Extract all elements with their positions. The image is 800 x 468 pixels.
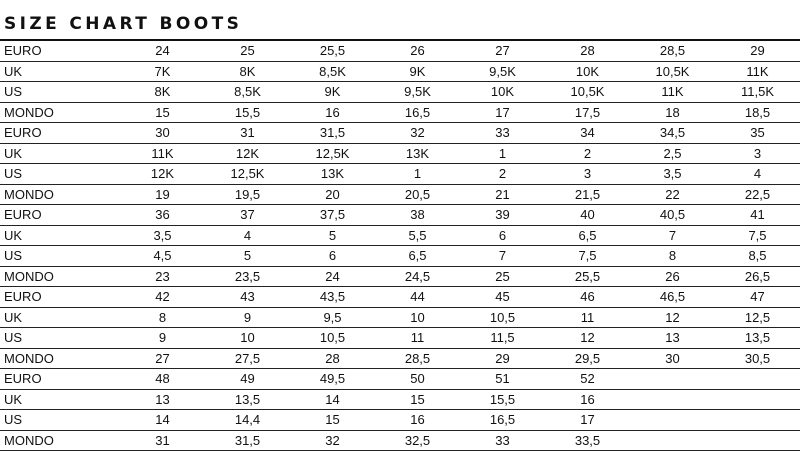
size-cell: 8,5 (715, 246, 800, 267)
size-cell: 7,5 (545, 246, 630, 267)
size-cell: 40,5 (630, 205, 715, 226)
size-cell: 29 (715, 41, 800, 61)
size-cell: 31 (120, 430, 205, 451)
row-label: MONDO (0, 430, 120, 451)
size-cell: 49,5 (290, 369, 375, 390)
row-label: US (0, 246, 120, 267)
size-cell: 16,5 (460, 410, 545, 431)
size-cell: 17 (545, 410, 630, 431)
table-row (0, 266, 800, 287)
size-cell: 24,5 (375, 266, 460, 287)
size-cell: 1 (460, 143, 545, 164)
row-label: US (0, 410, 120, 431)
size-cell: 22,5 (715, 184, 800, 205)
size-cell: 6 (460, 225, 545, 246)
size-cell (630, 410, 715, 431)
table-row (0, 82, 800, 103)
size-cell: 28,5 (630, 41, 715, 61)
size-cell: 51 (460, 369, 545, 390)
size-cell: 34 (545, 123, 630, 144)
table-row (0, 369, 800, 390)
size-cell: 42 (120, 287, 205, 308)
size-cell: 8,5K (205, 82, 290, 103)
size-cell: 19,5 (205, 184, 290, 205)
table-row (0, 430, 800, 451)
size-cell: 15 (375, 389, 460, 410)
size-cell: 7 (630, 225, 715, 246)
table-row (0, 410, 800, 431)
size-cell: 2 (545, 143, 630, 164)
size-cell: 12,5K (290, 143, 375, 164)
size-cell: 23,5 (205, 266, 290, 287)
size-cell: 11K (630, 82, 715, 103)
size-cell: 10,5K (545, 82, 630, 103)
size-cell: 7,5 (715, 225, 800, 246)
size-cell: 49 (205, 369, 290, 390)
size-chart-table (0, 41, 800, 451)
size-cell: 5 (290, 225, 375, 246)
size-cell: 31 (205, 123, 290, 144)
size-cell (715, 369, 800, 390)
size-cell: 27,5 (205, 348, 290, 369)
size-cell: 43 (205, 287, 290, 308)
size-cell: 32 (290, 430, 375, 451)
size-cell: 12,5K (205, 164, 290, 185)
size-cell: 44 (375, 287, 460, 308)
size-cell: 10K (460, 82, 545, 103)
size-cell: 16 (545, 389, 630, 410)
size-cell: 12,5 (715, 307, 800, 328)
size-cell: 48 (120, 369, 205, 390)
size-cell: 8 (120, 307, 205, 328)
row-label: US (0, 328, 120, 349)
size-cell: 9K (290, 82, 375, 103)
size-cell: 19 (120, 184, 205, 205)
size-cell: 26,5 (715, 266, 800, 287)
size-chart-body (0, 41, 800, 451)
size-cell: 29,5 (545, 348, 630, 369)
size-cell: 10K (545, 61, 630, 82)
row-label: UK (0, 307, 120, 328)
size-cell: 26 (375, 41, 460, 61)
size-cell: 17,5 (545, 102, 630, 123)
size-cell: 4,5 (120, 246, 205, 267)
size-cell: 26 (630, 266, 715, 287)
size-cell: 9,5K (375, 82, 460, 103)
size-cell: 46 (545, 287, 630, 308)
table-row (0, 164, 800, 185)
size-cell: 3 (715, 143, 800, 164)
size-cell: 17 (460, 102, 545, 123)
size-cell: 15 (290, 410, 375, 431)
size-cell: 11K (715, 61, 800, 82)
size-cell (630, 430, 715, 451)
table-row (0, 225, 800, 246)
row-label: MONDO (0, 266, 120, 287)
size-cell: 13K (375, 143, 460, 164)
row-label: EURO (0, 41, 120, 61)
table-row (0, 348, 800, 369)
size-cell: 12 (545, 328, 630, 349)
size-cell: 3,5 (120, 225, 205, 246)
size-cell: 33 (460, 430, 545, 451)
size-cell: 37 (205, 205, 290, 226)
table-row (0, 184, 800, 205)
size-cell: 13 (630, 328, 715, 349)
size-cell: 30 (120, 123, 205, 144)
size-cell: 11 (545, 307, 630, 328)
page-title: SIZE CHART BOOTS (4, 14, 243, 34)
row-label: EURO (0, 123, 120, 144)
table-row (0, 123, 800, 144)
size-cell: 5 (205, 246, 290, 267)
size-cell (630, 369, 715, 390)
size-cell: 35 (715, 123, 800, 144)
size-cell: 3 (545, 164, 630, 185)
size-cell (715, 430, 800, 451)
size-cell: 10 (205, 328, 290, 349)
size-cell: 9,5K (460, 61, 545, 82)
size-cell: 36 (120, 205, 205, 226)
size-cell: 18 (630, 102, 715, 123)
size-cell (715, 389, 800, 410)
size-cell: 30 (630, 348, 715, 369)
row-label: UK (0, 389, 120, 410)
size-cell: 12K (120, 164, 205, 185)
size-cell: 23 (120, 266, 205, 287)
size-cell: 6 (290, 246, 375, 267)
row-label: US (0, 82, 120, 103)
size-cell: 13 (120, 389, 205, 410)
size-cell: 45 (460, 287, 545, 308)
size-cell: 15 (120, 102, 205, 123)
size-cell: 25 (205, 41, 290, 61)
row-label: EURO (0, 287, 120, 308)
size-cell: 21 (460, 184, 545, 205)
size-cell: 9K (375, 61, 460, 82)
row-label: UK (0, 61, 120, 82)
size-cell: 20 (290, 184, 375, 205)
size-cell: 11,5 (460, 328, 545, 349)
table-row (0, 246, 800, 267)
size-cell: 25 (460, 266, 545, 287)
size-cell: 43,5 (290, 287, 375, 308)
size-cell: 11,5K (715, 82, 800, 103)
size-cell: 14 (120, 410, 205, 431)
size-cell: 31,5 (205, 430, 290, 451)
size-cell: 25,5 (545, 266, 630, 287)
size-cell: 28 (545, 41, 630, 61)
size-cell: 32 (375, 123, 460, 144)
size-cell: 21,5 (545, 184, 630, 205)
size-cell: 33,5 (545, 430, 630, 451)
size-cell: 15,5 (205, 102, 290, 123)
size-cell: 28,5 (375, 348, 460, 369)
size-cell: 20,5 (375, 184, 460, 205)
size-cell: 10,5 (460, 307, 545, 328)
size-cell: 4 (205, 225, 290, 246)
size-cell: 34,5 (630, 123, 715, 144)
table-row (0, 328, 800, 349)
size-cell: 24 (120, 41, 205, 61)
row-label: MONDO (0, 102, 120, 123)
size-cell: 16,5 (375, 102, 460, 123)
row-label: EURO (0, 205, 120, 226)
size-cell: 11 (375, 328, 460, 349)
table-row (0, 102, 800, 123)
size-cell: 41 (715, 205, 800, 226)
size-cell: 46,5 (630, 287, 715, 308)
size-cell: 8 (630, 246, 715, 267)
size-cell (630, 389, 715, 410)
size-cell: 50 (375, 369, 460, 390)
size-cell (715, 410, 800, 431)
size-cell: 10,5K (630, 61, 715, 82)
size-cell: 1 (375, 164, 460, 185)
size-cell: 33 (460, 123, 545, 144)
size-cell: 28 (290, 348, 375, 369)
size-cell: 11K (120, 143, 205, 164)
size-cell: 12 (630, 307, 715, 328)
size-cell: 3,5 (630, 164, 715, 185)
size-cell: 16 (375, 410, 460, 431)
size-cell: 12K (205, 143, 290, 164)
table-row (0, 61, 800, 82)
size-cell: 52 (545, 369, 630, 390)
size-cell: 9 (205, 307, 290, 328)
size-cell: 13K (290, 164, 375, 185)
row-label: US (0, 164, 120, 185)
size-cell: 13,5 (205, 389, 290, 410)
table-row (0, 389, 800, 410)
size-cell: 4 (715, 164, 800, 185)
table-row (0, 307, 800, 328)
size-cell: 5,5 (375, 225, 460, 246)
size-cell: 14,4 (205, 410, 290, 431)
size-cell: 8K (205, 61, 290, 82)
size-cell: 10 (375, 307, 460, 328)
size-cell: 9 (120, 328, 205, 349)
size-cell: 38 (375, 205, 460, 226)
row-label: MONDO (0, 184, 120, 205)
size-cell: 6,5 (545, 225, 630, 246)
size-cell: 22 (630, 184, 715, 205)
size-cell: 37,5 (290, 205, 375, 226)
row-label: UK (0, 143, 120, 164)
row-label: UK (0, 225, 120, 246)
size-cell: 25,5 (290, 41, 375, 61)
size-cell: 16 (290, 102, 375, 123)
size-cell: 9,5 (290, 307, 375, 328)
size-cell: 2 (460, 164, 545, 185)
size-cell: 40 (545, 205, 630, 226)
size-cell: 18,5 (715, 102, 800, 123)
size-cell: 2,5 (630, 143, 715, 164)
size-cell: 30,5 (715, 348, 800, 369)
size-cell: 31,5 (290, 123, 375, 144)
size-cell: 8K (120, 82, 205, 103)
row-label: MONDO (0, 348, 120, 369)
table-row (0, 143, 800, 164)
size-cell: 24 (290, 266, 375, 287)
size-cell: 13,5 (715, 328, 800, 349)
row-label: EURO (0, 369, 120, 390)
size-cell: 6,5 (375, 246, 460, 267)
size-cell: 27 (120, 348, 205, 369)
size-cell: 10,5 (290, 328, 375, 349)
size-cell: 32,5 (375, 430, 460, 451)
size-cell: 29 (460, 348, 545, 369)
table-row (0, 287, 800, 308)
size-cell: 47 (715, 287, 800, 308)
size-cell: 7 (460, 246, 545, 267)
size-cell: 27 (460, 41, 545, 61)
table-row (0, 41, 800, 61)
size-cell: 39 (460, 205, 545, 226)
size-cell: 15,5 (460, 389, 545, 410)
size-cell: 14 (290, 389, 375, 410)
size-cell: 7K (120, 61, 205, 82)
table-row (0, 205, 800, 226)
size-cell: 8,5K (290, 61, 375, 82)
